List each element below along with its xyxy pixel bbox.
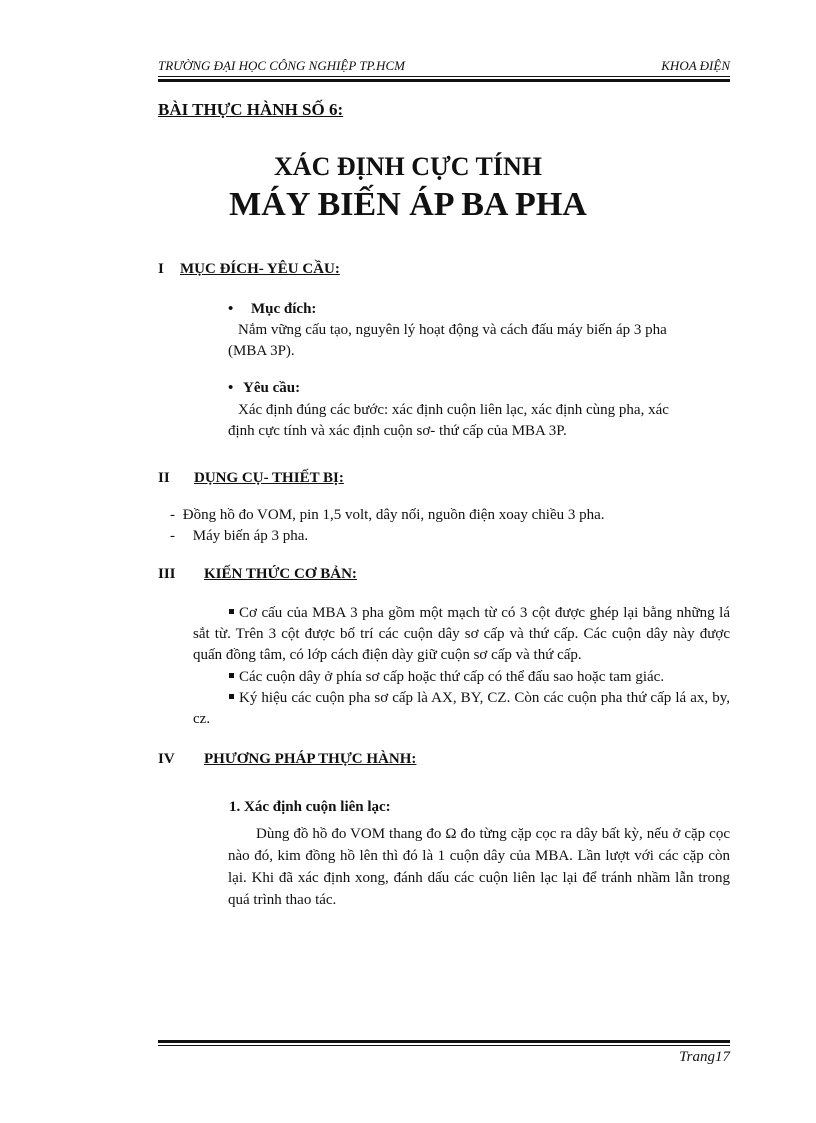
equipment-item-1-text: Đồng hồ đo VOM, pin 1,5 volt, dây nối, nguồn điện xoay chiều 3 pha. xyxy=(182,507,605,523)
section-1-number: I xyxy=(158,261,164,277)
section-2-title: DỤNG CỤ- THIẾT BỊ: xyxy=(194,470,344,486)
square-bullet-icon xyxy=(229,609,234,614)
dash-marker: - xyxy=(170,528,175,544)
purpose-label: Mục đích: xyxy=(251,301,317,317)
knowledge-paragraph-2 xyxy=(229,667,664,688)
header-rule-thick xyxy=(158,79,730,82)
dash-marker: - xyxy=(170,507,175,523)
lab-label: BÀI THỰC HÀNH SỐ 6: xyxy=(158,100,344,119)
knowledge-paragraph-3 xyxy=(193,688,730,730)
section-4-title: PHƯƠNG PHÁP THỰC HÀNH: xyxy=(204,751,417,767)
purpose-bullet-item xyxy=(228,301,316,318)
page-header xyxy=(158,58,730,76)
header-school: TRƯỜNG ĐẠI HỌC CÔNG NGHIỆP TP.HCM xyxy=(158,58,405,73)
step-1-body: Dùng đồ hồ đo VOM thang đo Ω đo từng cặp cọc ra dây bất kỳ, nếu ở cặp cọc nào đó, kim đồng hồ lên thì đó là 1 cuộn dây của MBA. Lần lượt với các cặp còn lại. Khi đã xác định xong, đánh dấu các cuộn liên lạc lại để tránh nhầm lẫn trong quá trình thao tác. xyxy=(228,826,730,908)
footer-rule-thin xyxy=(158,1045,730,1046)
step-1-title: 1. Xác định cuộn liên lạc: xyxy=(229,799,391,815)
requirement-text-1: Xác định đúng các bước: xác định cuộn liên lạc, xác định cùng pha, xác xyxy=(238,402,669,418)
requirement-text-2: định cực tính và xác định cuộn sơ- thứ cấp của MBA 3P. xyxy=(228,423,567,439)
footer-rule-thick xyxy=(158,1040,730,1043)
page-number: Trang17 xyxy=(679,1049,730,1065)
header-department: KHOA ĐIỆN xyxy=(661,58,730,73)
section-3-number: III xyxy=(158,566,176,582)
title-line-1: XÁC ĐỊNH CỰC TÍNH xyxy=(274,152,542,181)
bullet-dot-icon: • xyxy=(228,301,234,317)
knowledge-paragraph-1 xyxy=(193,603,730,666)
section-4-number: IV xyxy=(158,751,175,767)
purpose-text-2: (MBA 3P). xyxy=(228,343,295,359)
requirement-bullet-item xyxy=(228,380,300,397)
square-bullet-icon xyxy=(229,673,234,678)
purpose-text-1: Nắm vững cấu tạo, nguyên lý hoạt động và cách đấu máy biến áp 3 pha xyxy=(238,322,667,338)
section-1-title: MỤC ĐÍCH- YÊU CẦU: xyxy=(180,261,340,277)
square-bullet-icon xyxy=(229,694,234,699)
section-3-title: KIẾN THỨC CƠ BẢN: xyxy=(204,566,357,582)
knowledge-paragraph-2-text: Các cuộn dây ở phía sơ cấp hoặc thứ cấp có thể đấu sao hoặc tam giác. xyxy=(239,669,665,685)
title-line-2: MÁY BIẾN ÁP BA PHA xyxy=(229,186,587,223)
equipment-item-2 xyxy=(170,526,308,547)
section-2-number: II xyxy=(158,470,170,486)
header-rule-thin xyxy=(158,76,730,77)
equipment-item-1 xyxy=(170,505,605,526)
requirement-label: Yêu cầu: xyxy=(243,380,301,396)
knowledge-paragraph-1-text: Cơ cấu của MBA 3 pha gồm một mạch từ có 3 cột được ghép lại bằng những lá sắt từ. Trên 3 cột được bố trí các cuộn dây sơ cấp và thứ cấp. Các cuộn dây này được quấn đồng tâm, có lớp cách điện dày giữ cuộn sơ cấp và thứ cấp. xyxy=(193,605,730,663)
knowledge-paragraph-3-text: Ký hiệu các cuộn pha sơ cấp là AX, BY, CZ. Còn các cuộn pha thứ cấp lá ax, by, cz. xyxy=(193,690,730,727)
bullet-dot-icon: • xyxy=(228,380,234,396)
equipment-item-2-text: Máy biến áp 3 pha. xyxy=(192,528,309,544)
